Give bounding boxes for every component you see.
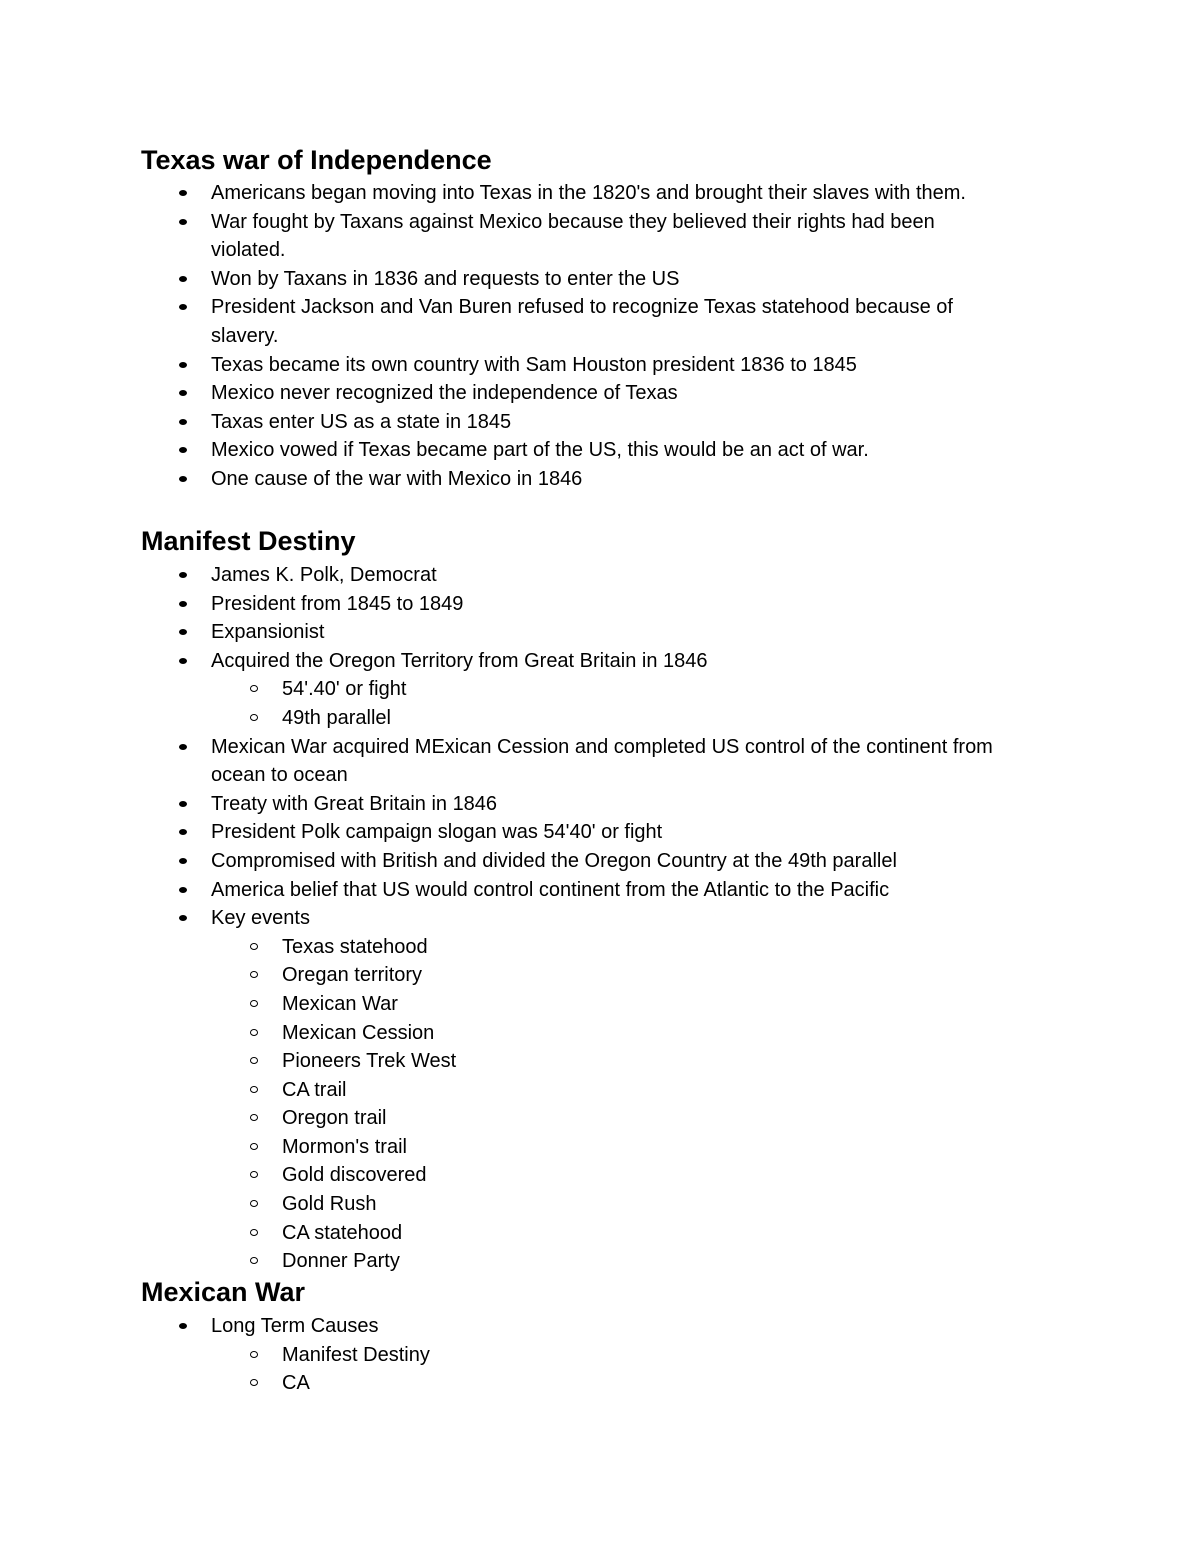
sub-list-item: Pioneers Trek West [0, 1047, 1091, 1076]
list-item [0, 293, 1091, 350]
list-item: America belief that US would control continent from the Atlantic to the Pacific [0, 876, 1091, 905]
sub-list-item: Texas statehood [0, 933, 1091, 962]
list-item: Expansionist [0, 618, 1091, 647]
bullet-list-mexican-war [0, 1312, 1091, 1398]
sub-list-item: Oregon trail [0, 1104, 1091, 1133]
sub-list-item: CA statehood [0, 1219, 1091, 1248]
list-item-line: President Jackson and Van Buren refused to recognize Texas statehood because of [211, 296, 953, 319]
list-item: One cause of the war with Mexico in 1846 [0, 465, 1091, 494]
bullet-list-texas [0, 179, 1091, 494]
sub-list-item: Mormon's trail [0, 1133, 1091, 1162]
list-item: Texas became its own country with Sam Houston president 1836 to 1845 [0, 351, 1091, 380]
list-item: James K. Polk, Democrat [0, 561, 1091, 590]
list-item-line: ocean to ocean [211, 764, 348, 787]
list-item [0, 208, 1091, 265]
sub-list-item: CA [0, 1369, 1091, 1398]
section-heading-mexican-war: Mexican War [141, 1277, 306, 1307]
list-item [0, 733, 1091, 790]
sub-list-item: Manifest Destiny [0, 1341, 1091, 1370]
sub-list-item: Donner Party [0, 1247, 1091, 1276]
list-item: Long Term Causes [0, 1312, 1091, 1341]
list-item: Won by Taxans in 1836 and requests to enter the US [0, 265, 1091, 294]
list-item: Acquired the Oregon Territory from Great Britain in 1846 [0, 647, 1091, 676]
list-item-line: violated. [211, 239, 286, 262]
list-item-line: Mexican War acquired MExican Cession and completed US control of the continent from [211, 735, 993, 758]
section-heading-texas: Texas war of Independence [141, 145, 492, 175]
section-heading-manifest-destiny: Manifest Destiny [141, 526, 356, 556]
sub-list-item: Mexican Cession [0, 1019, 1091, 1048]
sub-list-item: 49th parallel [0, 704, 1091, 733]
list-item: President from 1845 to 1849 [0, 590, 1091, 619]
list-item: Mexico vowed if Texas became part of the US, this would be an act of war. [0, 436, 1091, 465]
sub-list-item: CA trail [0, 1076, 1091, 1105]
list-item: Treaty with Great Britain in 1846 [0, 790, 1091, 819]
list-item: President Polk campaign slogan was 54'40' or fight [0, 818, 1091, 847]
list-item: Americans began moving into Texas in the 1820's and brought their slaves with them. [0, 179, 1091, 208]
list-item: Key events [0, 904, 1091, 933]
sub-list-item: Gold Rush [0, 1190, 1091, 1219]
sub-list-item: Gold discovered [0, 1161, 1091, 1190]
bullet-list-manifest-destiny [0, 561, 1091, 1276]
list-item: Taxas enter US as a state in 1845 [0, 408, 1091, 437]
list-item: Mexico never recognized the independence of Texas [0, 379, 1091, 408]
list-item-line: slavery. [211, 324, 279, 347]
sub-list-item: Oregan territory [0, 961, 1091, 990]
list-item: Compromised with British and divided the Oregon Country at the 49th parallel [0, 847, 1091, 876]
sub-list-item: 54'.40' or fight [0, 675, 1091, 704]
sub-list-item: Mexican War [0, 990, 1091, 1019]
list-item-line: War fought by Taxans against Mexico because they believed their rights had been [211, 210, 935, 233]
